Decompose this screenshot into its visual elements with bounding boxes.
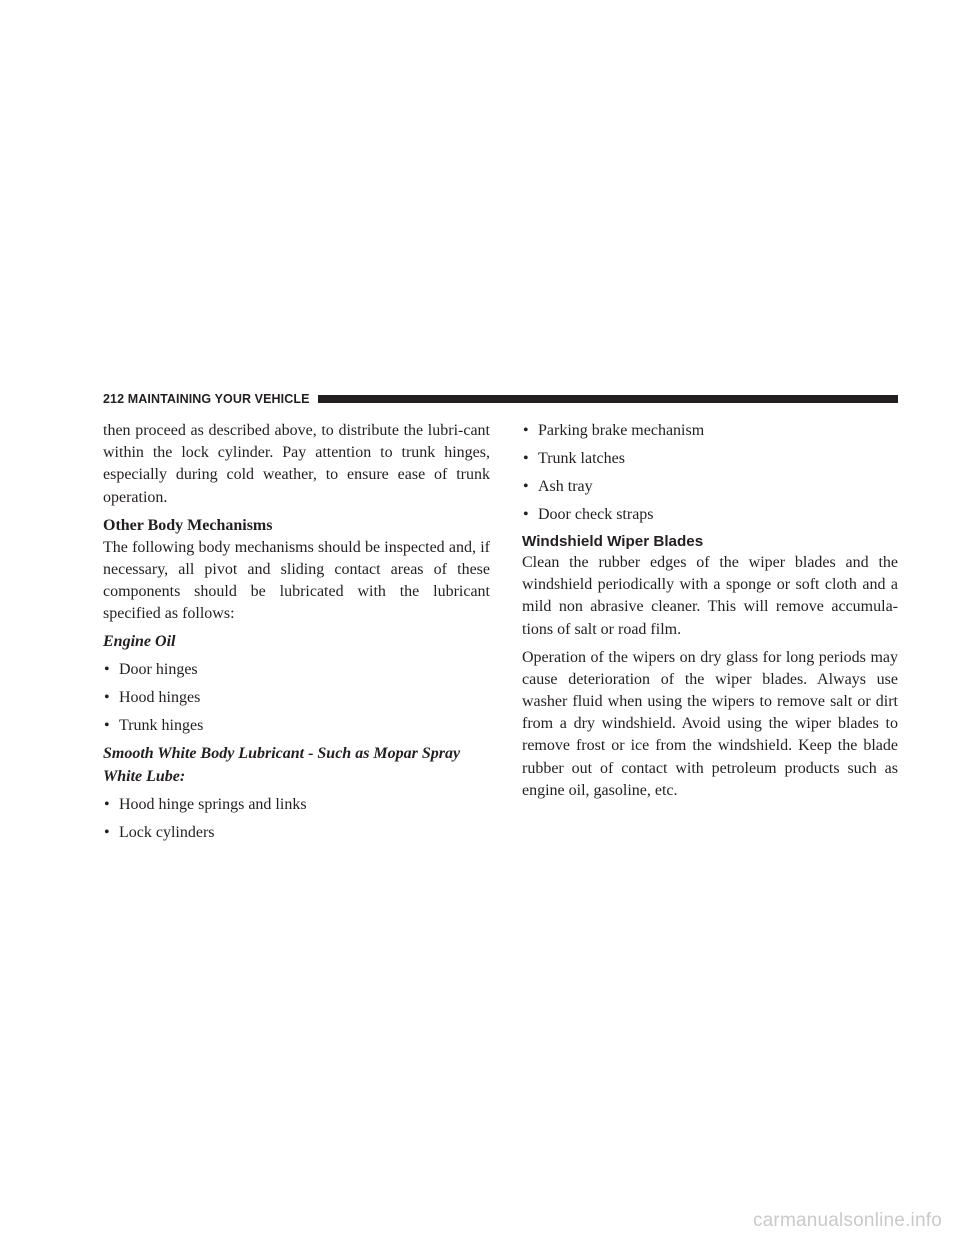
wiper-paragraph-1: Clean the rubber edges of the wiper blades and the windshield periodically with a sponge or soft cloth and a mild non abrasive cleaner. This will remove accumula-tions of salt or road film.: [522, 554, 898, 638]
bullet-icon: •: [104, 717, 110, 735]
watermark: carmanualsonline.info: [752, 1210, 942, 1231]
intro-paragraph: then proceed as described above, to distribute the lubri-cant within the lock cylinder. Pay attention to trunk hinges, especially during cold weather, to ensure ease of trunk operation.: [103, 422, 490, 506]
list-item: • Lock cylinders: [103, 822, 490, 844]
page-header: [103, 392, 898, 406]
white-lube-list: [103, 794, 490, 844]
wiper-paragraph-2: Operation of the wipers on dry glass for long periods may cause deterioration of the wiper blades. Always use washer fluid when using the wipers to remove salt or dirt from a dry windshield. Avoid using the wiper blades to remove frost or ice from the windshield. Keep the blade rubber out of contact with petroleum products such as engine oil, gasoline, etc.: [522, 648, 898, 799]
bullet-icon: •: [104, 823, 110, 841]
list-item: • Hood hinges: [103, 687, 490, 709]
bullet-icon: •: [104, 689, 110, 707]
list-item: • Ash tray: [522, 476, 898, 498]
windshield-wiper-blades-heading: Windshield Wiper Blades: [522, 533, 704, 550]
bullet-icon: •: [104, 661, 110, 679]
list-item: • Trunk hinges: [103, 715, 490, 737]
list-item: • Door hinges: [103, 659, 490, 681]
page-number-section-title: 212 MAINTAINING YOUR VEHICLE: [103, 392, 310, 406]
bullet-icon: •: [523, 478, 529, 495]
list-item: • Parking brake mechanism: [522, 420, 898, 442]
engine-oil-heading: Engine Oil: [103, 633, 176, 651]
list-item: • Trunk latches: [522, 448, 898, 470]
bullet-icon: •: [523, 506, 529, 523]
continued-list: [522, 420, 898, 526]
other-body-mechanisms-paragraph: The following body mechanisms should be inspected and, if necessary, all pivot and sliding contact areas of these components should be lubricated with the lubricant specified as follows:: [103, 538, 490, 623]
header-rule: [318, 395, 898, 403]
bullet-icon: •: [523, 422, 529, 439]
white-lube-heading: Smooth White Body Lubricant - Such as Mopar Spray White Lube:: [103, 745, 461, 785]
engine-oil-list: [103, 659, 490, 737]
other-body-mechanisms-heading: Other Body Mechanisms: [103, 516, 273, 534]
bullet-icon: •: [104, 795, 110, 813]
right-column: [522, 420, 898, 808]
list-item: • Door check straps: [522, 504, 898, 526]
bullet-icon: •: [523, 450, 529, 467]
list-item: • Hood hinge springs and links: [103, 794, 490, 816]
left-column: [103, 420, 490, 850]
